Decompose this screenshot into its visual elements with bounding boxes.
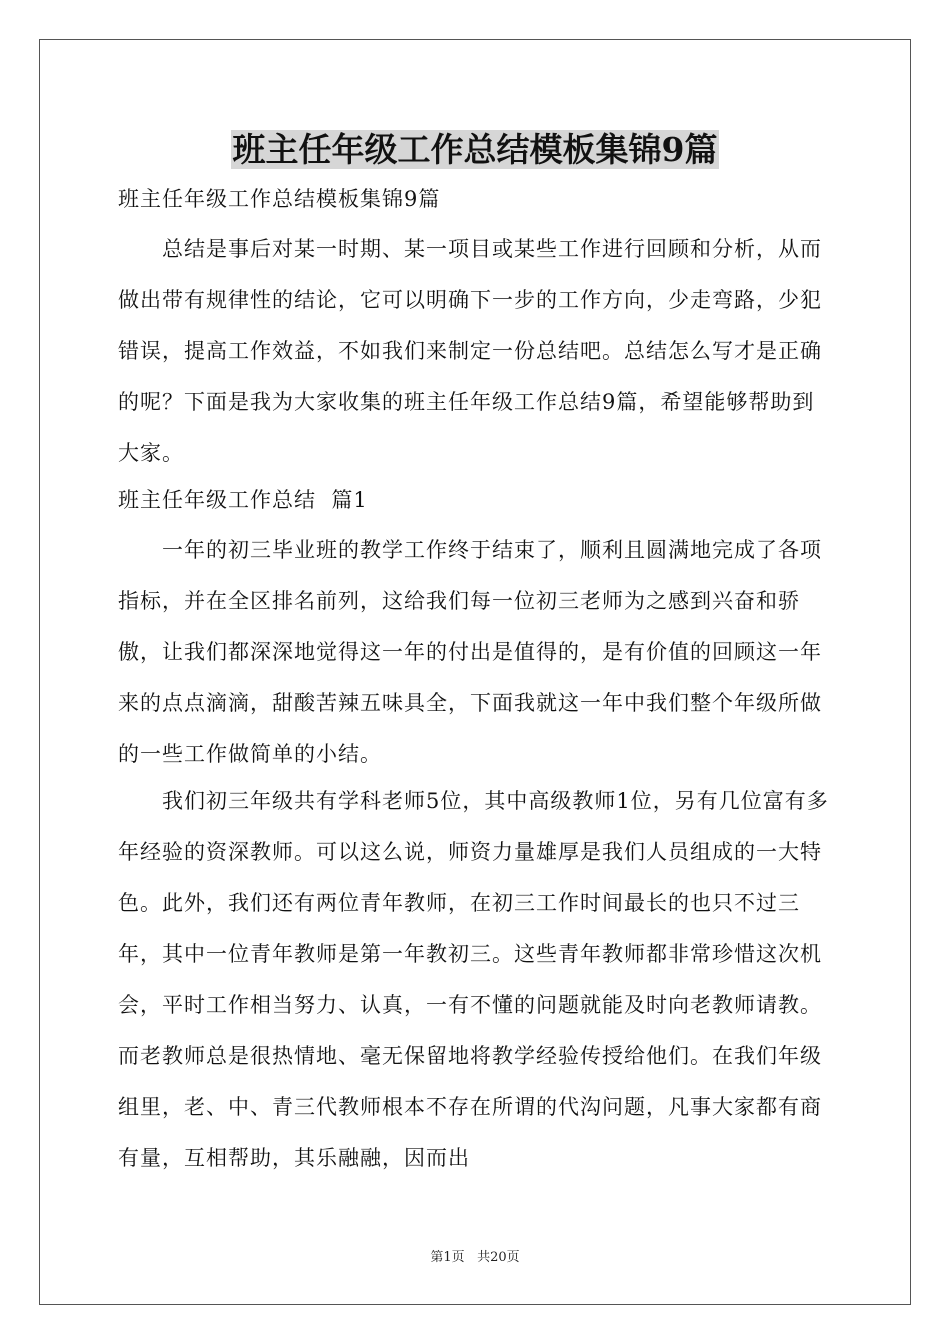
document-title [0,128,950,172]
document-subtitle: 班主任年级工作总结模板集锦9篇 [118,187,441,211]
section-heading: 班主任年级工作总结 篇1 [118,488,368,512]
body-paragraph-1: 一年的初三毕业班的教学工作终于结束了，顺利且圆满地完成了各项指标，并在全区排名前列，这给我们每一位初三老师为之感到兴奋和骄傲，让我们都深深地觉得这一年的付出是值得的，是有价值的回顾这一年来的点点滴滴，甜酸苦辣五味具全，下面我就这一年中我们整个年级所做的一些工作做简单的小结。 [118,538,822,766]
document-title-text: 班主任年级工作总结模板集锦9篇 [232,130,718,169]
intro-paragraph: 总结是事后对某一时期、某一项目或某些工作进行回顾和分析，从而做出带有规律性的结论，它可以明确下一步的工作方向，少走弯路，少犯错误，提高工作效益，不如我们来制定一份总结吧。总结怎么写才是正确的呢？下面是我为大家收集的班主任年级工作总结9篇，希望能够帮助到大家。 [118,237,822,465]
page-total: 共20页 [477,1250,520,1265]
page-number: 第1页 [430,1250,465,1265]
page-footer [0,1249,950,1267]
body-paragraph-2: 我们初三年级共有学科老师5位，其中高级教师1位，另有几位富有多年经验的资深教师。可以这么说，师资力量雄厚是我们人员组成的一大特色。此外，我们还有两位青年教师，在初三工作时间最长的也只不过三年，其中一位青年教师是第一年教初三。这些青年教师都非常珍惜这次机会，平时工作相当努力、认真，一有不懂的问题就能及时向老教师请教。而老教师总是很热情地、毫无保留地将教学经验传授给他们。在我们年级组里，老、中、青三代教师根本不存在所谓的代沟问题，凡事大家都有商有量，互相帮助，其乐融融，因而出 [118,789,829,1170]
